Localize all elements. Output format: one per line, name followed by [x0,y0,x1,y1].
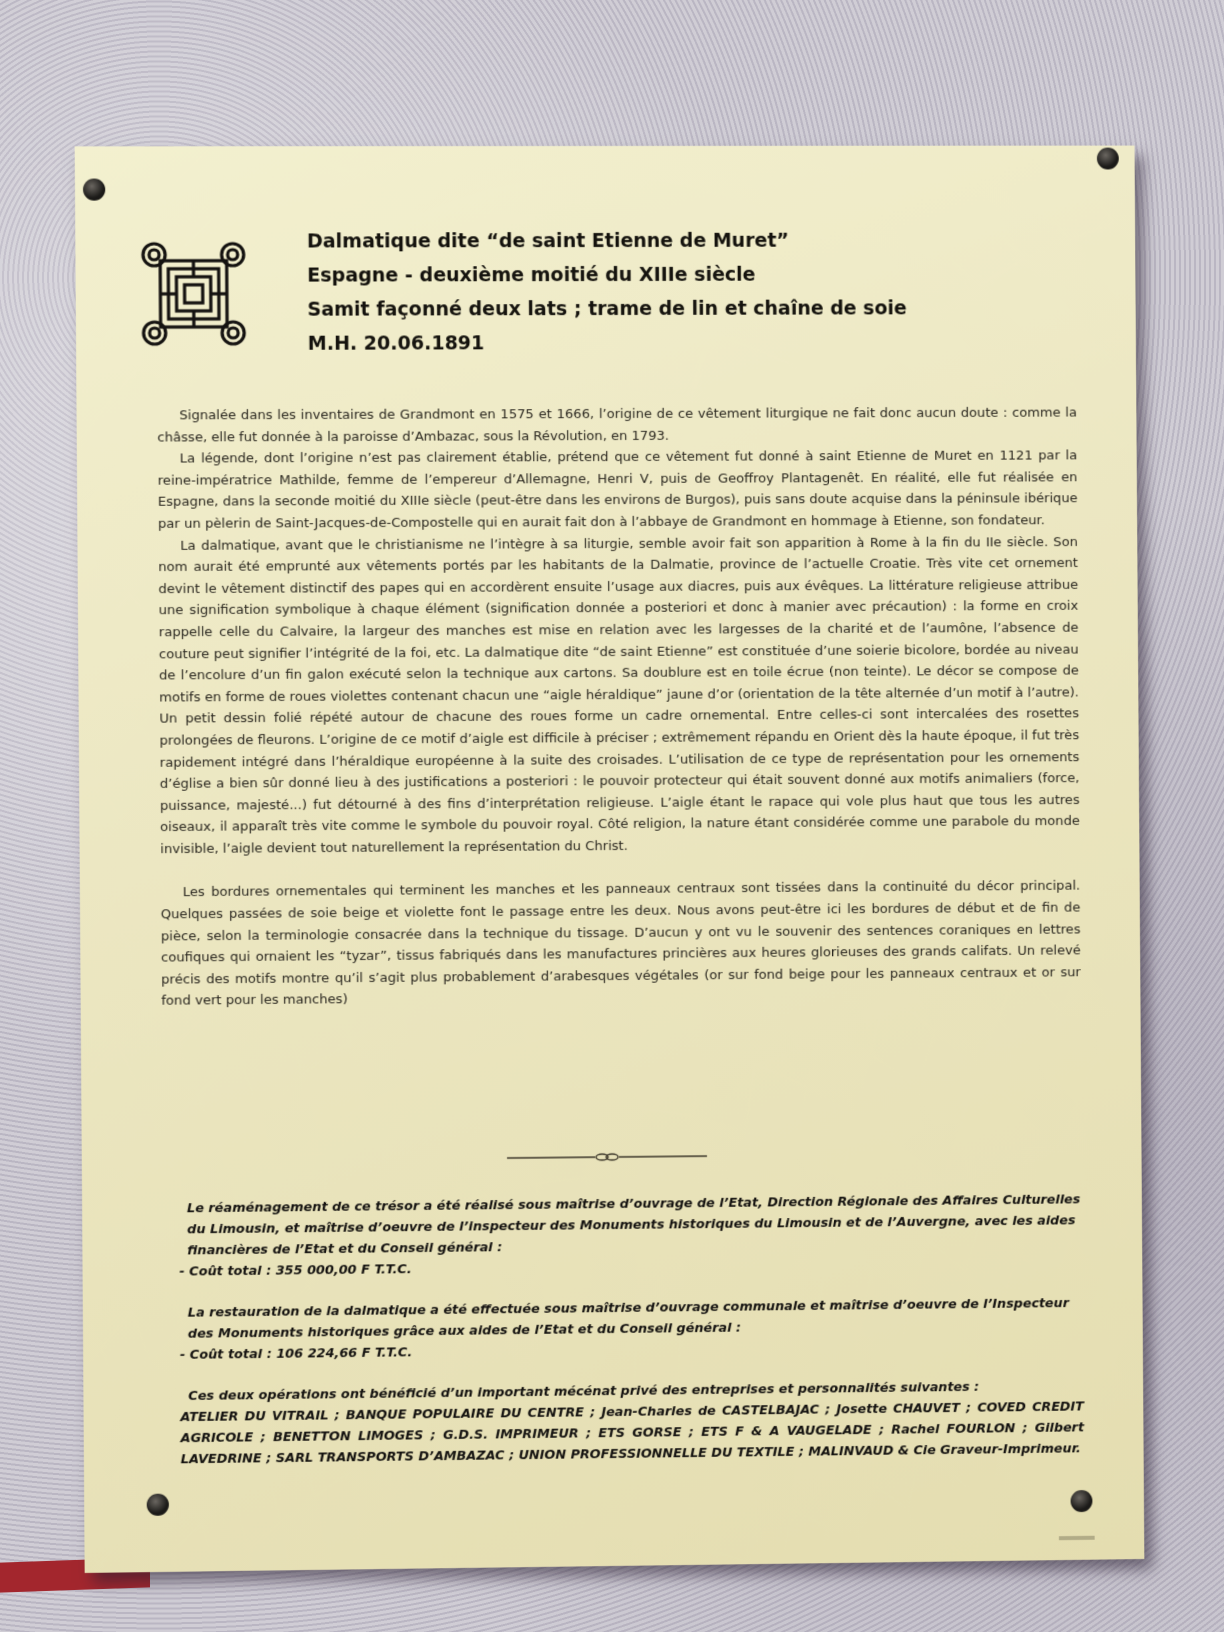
reamenagement-cost: - Coût total : 355 000,00 F T.T.C. [179,1262,412,1280]
object-technique: Samit façonné deux lats ; trame de lin et chaîne de soie [307,297,907,321]
mecenat-intro: Ces deux opérations ont bénéficié d’un important mécénat privé des entreprises et personnalités suivantes : [188,1379,980,1404]
paragraph: La légende, dont l’origine n’est pas clairement établie, prétend que ce vêtement fut donné à saint Etienne de Muret en 1121 par la reine-impératrice Mathilde, femme de l’empereur d’Allemagne, Henri V, puis de Geoffroy Plantagenêt. En réalité, elle fut réalisée en Espagne, dans la seconde moitié du XIIIe siècle (peut-être dans les environs de Burgos), puis sans doute acquise dans la péninsule ibérique par un pèlerin de Saint-Jacques-de-Compostelle qui en aurait fait don à l’abbaye de Grandmont en hommage à Etienne, son fondateur. [157,448,1078,532]
reamenagement-text: Le réaménagement de ce trésor a été réalisé sous maîtrise d’ouvrage de l’Etat, Direction Régionale des Affaires Culturelles du Limousin, et maîtrise d’oeuvre de l’inspecteur des Monuments historiques du Limousin et de l’Auvergne, avec les aides financières de l’Etat et du Conseil général : [186,1192,1081,1259]
screw-icon [83,179,105,201]
description-text [157,403,1081,1013]
maker-mark [1059,1536,1095,1540]
labyrinth-emblem-icon [138,239,250,350]
sponsor-list: ATELIER DU VITRAIL ; BANQUE POPULAIRE DU CENTRE ; Jean-Charles de CASTELBAJAC ; Josette CHAUVET ; COVED CREDIT AGRICOLE ; BENETTON LIMOGES ; G.D.S. IMPRIMEUR ; ETS GORSE ; ETS F & A VAUGELADE ; Rachel FOURLON ; Gilbert LAVEDRINE ; SARL TRANSPORTS D’AMBAZAC ; UNION PROFESSIONNELLE DU TEXTILE ; MALINVAUD & Cie Graveur-Imprimeur. [180,1399,1085,1468]
ornamental-divider-icon [507,1151,707,1163]
plaque-header [307,223,1087,361]
credits-section [179,1189,1084,1490]
restauration-text: La restauration de la dalmatique a été effectuée sous maîtrise d’ouvrage communale et maîtrise d’oeuvre de l’Inspecteur des Monuments historiques grâce aux aides de l’Etat et du Conseil général : [187,1296,1069,1342]
paragraph: La dalmatique, avant que le christianisme ne l’intègre à sa liturgie, semble avoir fait son apparition à Rome à la fin du IIe siècle. Son nom aurait été emprunté aux vêtements portés par les habitants de la Dalmatie, province de l’actuelle Croatie. Très vite cet ornement devint le vêtement distinctif des papes qui en accordèrent ensuite l’usage aux diacres, puis aux évêques. La littérature religieuse attribue une signification symbolique à chaque élément (signification donnée a posteriori et donc à manier avec précaution) : la forme en croix rappelle celle du Calvaire, la largeur des manches est mise en relation avec les largesses de la charité et de l’aumône, l’absence de couture peut signifier l’intégrité de la foi, etc. La dalmatique dite “de saint Etienne” est constituée d’une soierie bicolore, bordée au niveau de l’encolure d’un fin galon exécuté selon la technique aux cartons. Sa doublure est en toile écrue (non teinte). Le décor se compose de motifs en forme de roues violettes contenant chacun une “aigle héraldique” jaune d’or (orientation de la tête alternée d’un motif à l’autre). Un petit dessin folié répété autour de chacune des roues forme un cadre ornemental. Entre celles-ci sont intercalées des rosettes prolongées de fleurons. L’origine de ce motif d’aigle est difficile à préciser ; extrêmement répandu en Orient dès la haute époque, il fut très rapidement intégré dans l’héraldique européenne à la suite des croisades. L’utilisation de ce type de représentation pour les ornements d’église a bien sûr donné lieu à des justifications a posteriori : le pouvoir protecteur qui était souvent donné aux motifs animaliers (force, puissance, majesté...) fut détourné à des fins d’interprétation religieuse. L’aigle étant le rapace qui vole plus haut que tous les autres oiseaux, il apparaît très vite comme le symbole du pouvoir royal. Côté religion, la nature étant considérée comme une parabole du monde invisible, l’aigle devient tout naturellement la représentation du Christ. [158,534,1080,858]
screw-icon [1097,148,1119,170]
screw-icon [147,1494,169,1516]
paragraph: Signalée dans les inventaires de Grandmont en 1575 et 1666, l’origine de ce vêtement liturgique ne fait donc aucun doute : comme la châsse, elle fut donnée à la paroisse d’Ambazac, sous la Révolution, en 1793. [157,405,1077,446]
screw-icon [1071,1490,1093,1512]
restauration-cost: - Coût total : 106 224,66 F T.T.C. [179,1345,413,1363]
object-origin: Espagne - deuxième moitié du XIIIe siècle [307,263,756,287]
information-plaque [75,146,1145,1573]
object-title: Dalmatique dite “de saint Etienne de Muret” [306,229,789,253]
object-classification: M.H. 20.06.1891 [307,332,485,355]
paragraph: Les bordures ornementales qui terminent les manches et les panneaux centraux sont tissées dans la continuité du décor principal. Quelques passées de soie beige et violette font le passage entre les deux. Nous avons peut-être ici les bordures de début et de fin de pièce, selon la terminologie consacrée dans la technique du tissage. D’aucun y ont vu le souvenir des sentences coraniques en lettres coufiques qui ornaient les “tyzar”, tissus fabriqués dans les manufactures princières aux heures glorieuses des grands califats. Un relevé précis des motifs montre qu’il s’agit plus probablement d’arabesques végétales (or sur fond beige pour les panneaux centraux et or sur fond vert pour les manches) [160,879,1081,1010]
